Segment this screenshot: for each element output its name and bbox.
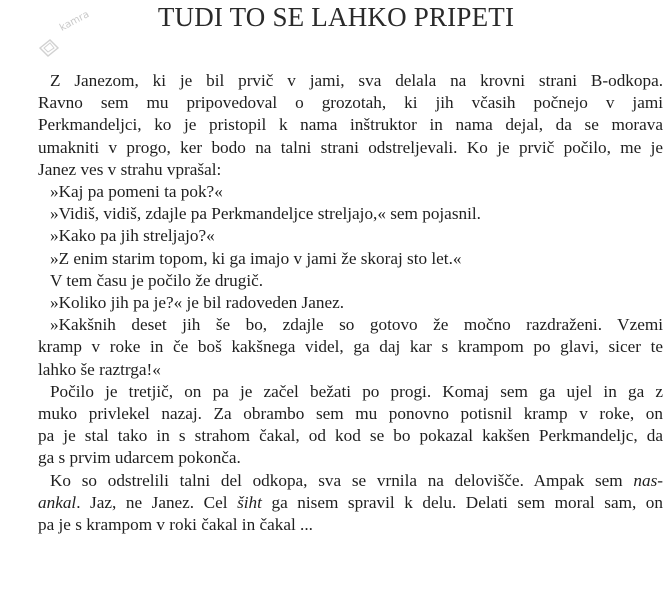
text-line: Janez ves v strahu vprašal:: [38, 159, 222, 179]
publisher-watermark: [36, 9, 108, 70]
text-line: lahko še raztrga!«: [38, 359, 161, 379]
text-line: Ravno sem mu pripovedoval o grozotah, ki jih včasih počnejo v jami: [38, 93, 663, 113]
text-line: »Kakšnih deset jih še bo, zdajle so gotovo že močno razdraženi. Vzemi: [50, 315, 663, 335]
italic-word: šiht: [237, 492, 262, 512]
text-line: [38, 492, 663, 514]
text-segment: . Jaz, ne Janez. Cel: [76, 492, 238, 512]
italic-word: nas-: [633, 470, 663, 490]
text-line: ga s prvim udarcem pokonča.: [38, 448, 241, 468]
text-line: pa je stal tako in s strahom čakal, od kod se bo pokazal kakšen Perkmandeljc, da: [38, 426, 663, 446]
text-line: umakniti v progo, ker bodo na talni strani odstreljevali. Ko je prvič počilo, me je: [38, 137, 663, 157]
text-line: »Z enim starim topom, ki ga imajo v jami že skoraj sto let.«: [50, 248, 462, 268]
text-segment: Ko so odstrelili talni del odkopa, sva se vrnila na delovišče. Ampak sem: [50, 470, 634, 490]
text-line: »Kaj pa pomeni ta pok?«: [50, 182, 223, 202]
watermark-text: kamra: [58, 9, 92, 34]
text-line: V tem času je počilo že drugič.: [50, 270, 264, 290]
text-line: muko privlekel nazaj. Za obrambo sem mu ponovno potisnil kramp v roke, on: [38, 404, 663, 424]
text-line: Počilo je tretjič, on pa je začel bežati po progi. Komaj sem ga ujel in ga z: [50, 381, 663, 401]
text-line: Perkmandeljci, ko je pristopil k nama inštruktor in nama dejal, da se morava: [38, 115, 663, 135]
text-line: »Koliko jih pa je?« je bil radoveden Janez.: [50, 293, 345, 313]
text-line: pa je s krampom v roki čakal in čakal ...: [38, 515, 313, 535]
text-line: Z Janezom, ki je bil prvič v jami, sva delala na krovni strani B-odkopa.: [50, 71, 663, 90]
text-line: kramp v roke in če boš kakšnega videl, ga daj kar s krampom po glavi, sicer te: [38, 337, 663, 357]
text-line: [38, 470, 663, 492]
page-title: TUDI TO SE LAHKO PRIPETI: [157, 2, 515, 32]
text-segment: ga nisem spravil k delu. Delati sem moral sam, on: [261, 492, 663, 512]
text-line: »Kako pa jih streljajo?«: [50, 226, 215, 246]
story-text: [38, 70, 663, 536]
italic-word: ankal: [38, 492, 77, 512]
text-line: »Vidiš, vidiš, zdajle pa Perkmandeljce streljajo,« sem pojasnil.: [50, 204, 481, 224]
